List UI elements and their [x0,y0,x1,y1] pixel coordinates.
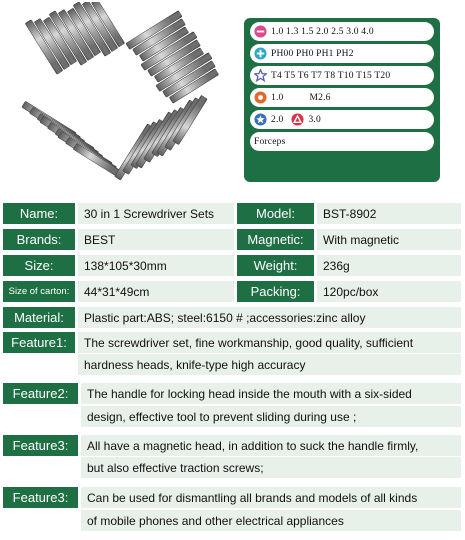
model-label: Model: [237,203,314,224]
feature-label: Feature3: [3,487,78,508]
feature-line: The handle for locking head inside the mouth with a six-sided [81,383,461,404]
spec-row-name-model [3,203,461,224]
feature-line: Can be used for dismantling all brands and models of all kinds [81,487,461,508]
magnetic-value: With magnetic [317,229,461,250]
feature-line: design, effective tool to prevent sliding during use ; [81,406,461,427]
spec-row-material [3,307,461,328]
bit-types-legend [244,18,440,182]
legend-row-torx [250,66,434,85]
screwdriver-bits-image [4,2,234,192]
legend-text: 1.0 1.3 1.5 2.0 2.5 3.0 4.0 [271,26,374,37]
star-outline-icon [254,69,267,82]
legend-row-phillips [250,44,434,63]
legend-text: 2.0 [271,114,284,125]
packing-label: Packing: [237,281,314,302]
carton-label: Size of carton: [3,281,75,302]
weight-label: Weight: [237,255,314,276]
feature-label: Feature1: [3,332,75,353]
product-photo [4,2,234,192]
size-value: 138*105*30mm [78,255,234,276]
spec-row-carton-packing [3,281,461,302]
name-value: 30 in 1 Screwdriver Sets [78,203,234,224]
legend-row-hex [250,88,434,107]
model-value: BST-8902 [317,203,461,224]
feature-line: but also effective traction screws; [81,457,461,478]
spec-row-size-weight [3,255,461,276]
name-label: Name: [3,203,75,224]
legend-row-star-triangle [250,110,434,129]
plus-icon [254,47,267,60]
feature-line: of mobile phones and other electrical appliances [81,510,461,531]
brands-label: Brands: [3,229,75,250]
legend-row-forceps [250,132,434,151]
carton-value: 44*31*49cm [78,281,234,302]
size-label: Size: [3,255,75,276]
material-value: Plastic part:ABS; steel:6150 # ;accessories:zinc alloy [78,307,461,328]
triangle-icon [291,113,304,126]
legend-text: 1.0 [271,92,284,103]
spec-row-brands-magnetic [3,229,461,250]
feature-label: Feature3: [3,435,78,456]
magnetic-label: Magnetic: [237,229,314,250]
legend-text-2: M2.6 [309,92,331,103]
legend-text: Forceps [254,136,286,147]
weight-value: 236g [317,255,461,276]
material-label: Material: [3,307,75,328]
feature-line: hardness heads, knife-type high accuracy [78,354,461,375]
packing-value: 120pc/box [317,281,461,302]
minus-icon [254,25,267,38]
screwdriver-bit [73,143,121,176]
feature-label: Feature2: [3,383,78,404]
star-icon [254,113,267,126]
legend-row-slotted [250,22,434,41]
legend-text: T4 T5 T6 T7 T8 T10 T15 T20 [271,70,391,81]
feature-line: The screwdriver set, fine workmanship, good quality, sufficient [78,332,461,353]
hex-circle-icon [254,91,267,104]
legend-text-2: 3.0 [308,114,321,125]
brands-value: BEST [78,229,234,250]
feature-line: All have a magnetic head, in addition to suck the handle firmly, [81,435,461,456]
legend-text: PH00 PH0 PH1 PH2 [271,48,354,59]
